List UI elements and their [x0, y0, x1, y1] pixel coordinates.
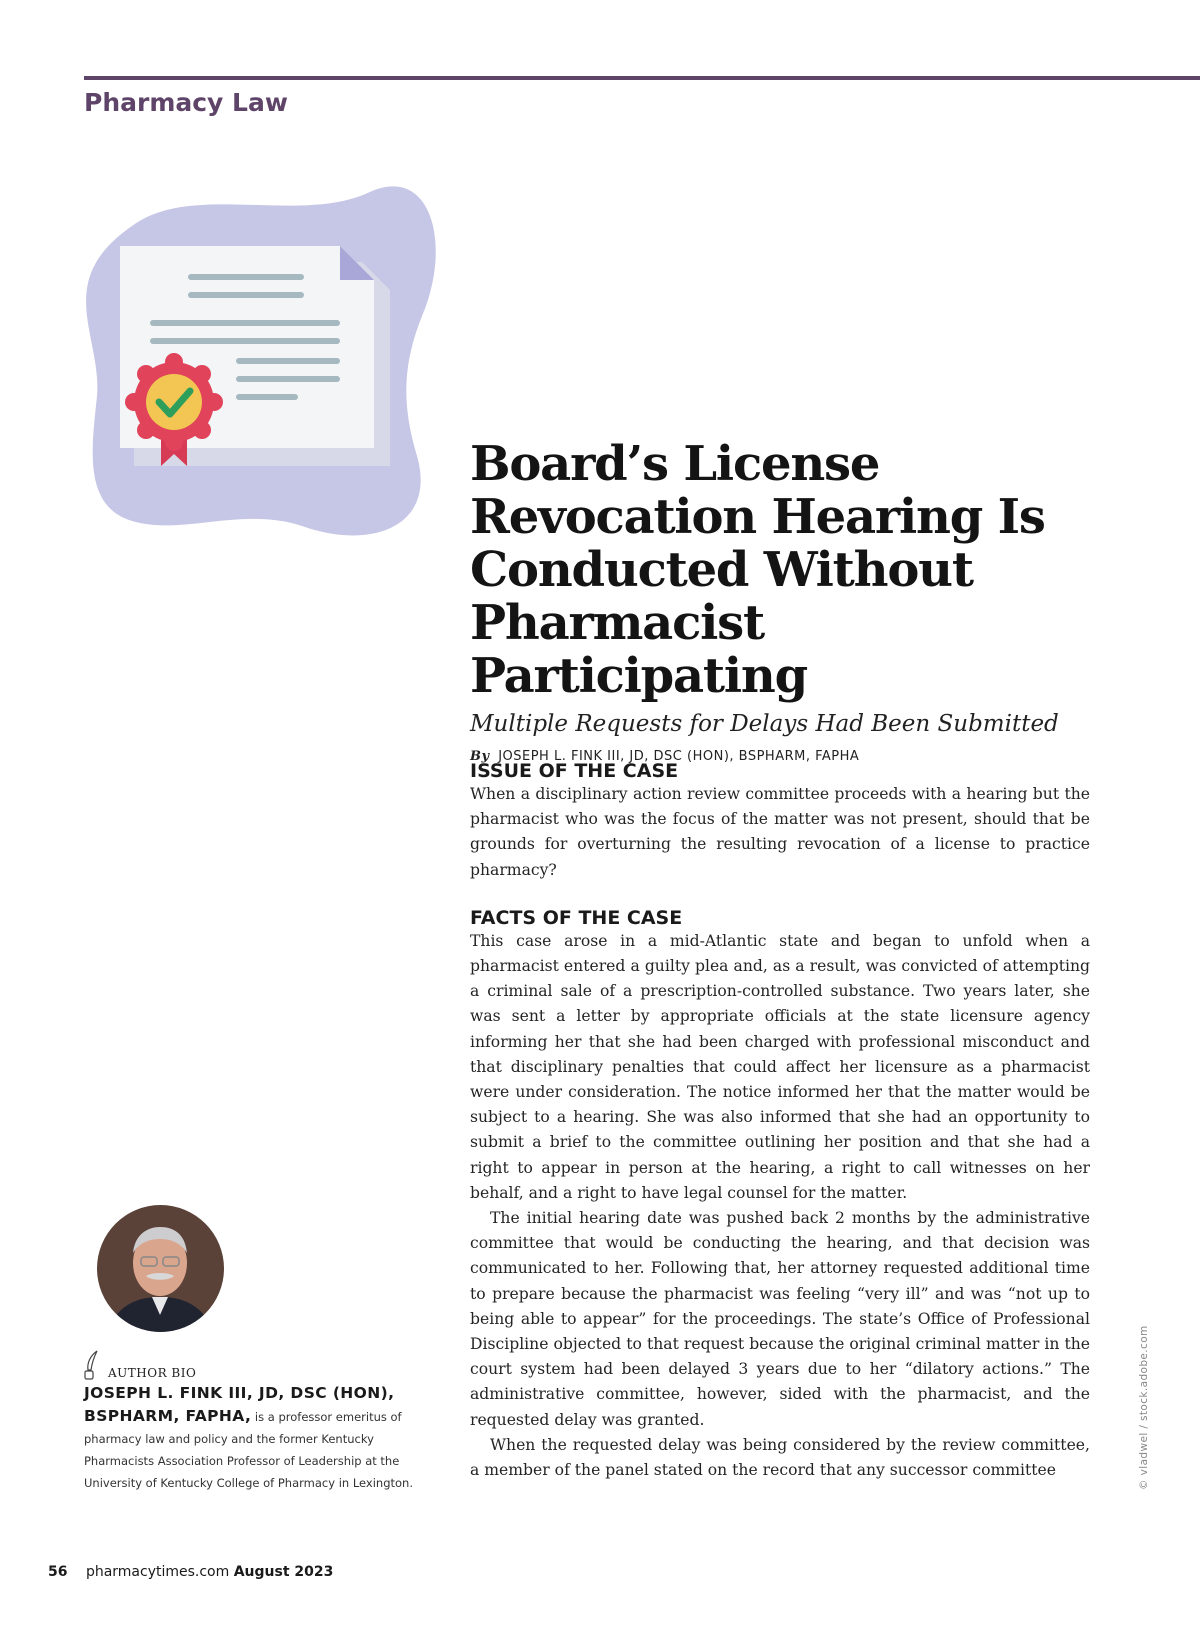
- article-subtitle: Multiple Requests for Delays Had Been Submitted: [470, 711, 1059, 737]
- facts-paragraph-2: The initial hearing date was pushed back 2 months by the administrative committee that would be conducting the hearing, and that decision was communicated to her. Following that, her attorney requested additional time to prepare because the pharmacist was feeling “very ill” and was “not up to being able to appear” for the proceedings. The state’s Office of Professional Discipline objected to that request because the original criminal matter in the court system had been delayed 3 years due to her “dilatory actions.” The administrative committee, however, sided with the pharmacist, and the requested delay was granted.: [470, 1209, 1090, 1429]
- footer-site: pharmacytimes.com: [85, 1564, 230, 1580]
- certificate-illustration: [72, 186, 462, 556]
- author-bio-name: JOSEPH L. FINK III, JD, DSC (HON), BSPHARM, FAPHA,: [84, 1384, 395, 1425]
- quill-pen-icon: [82, 1350, 100, 1380]
- byline-by-label: By: [470, 749, 490, 764]
- byline-author: JOSEPH L. FINK III, JD, DSC (HON), BSPHARM, FAPHA: [498, 749, 860, 764]
- issue-text: When a disciplinary action review committee proceeds with a hearing but the pharmacist who was the focus of the matter was not present, should that be grounds for overturning the resulting revocation of a license to practice pharmacy?: [470, 785, 1090, 879]
- article-title: Board’s License Revocation Hearing Is Conducted Without Pharmacist Participating: [470, 436, 1045, 704]
- author-bio-label: [82, 1350, 196, 1380]
- section-label: Pharmacy Law: [84, 88, 288, 117]
- top-rule: [84, 76, 1200, 80]
- issue-heading: ISSUE OF THE CASE: [470, 760, 679, 782]
- page-number: 56: [48, 1564, 68, 1580]
- author-bio: [84, 1382, 444, 1494]
- author-bio-label-text: AUTHOR BIO: [108, 1366, 197, 1380]
- photo-credit: © vladwel / stock.adobe.com: [1138, 1325, 1150, 1490]
- facts-paragraph-1: This case arose in a mid-Atlantic state and began to unfold when a pharmacist entered a guilty plea and, as a result, was convicted of attempting a criminal sale of a prescription-controlled substance. Two years later, she was sent a letter by appropriate officials at the state licensure agency informing her that she had been charged with professional misconduct and that disciplinary penalties that could affect her licensure as a pharmacist were under consideration. The notice informed her that the matter would be subject to a hearing. She was also informed that she had an opportunity to submit a brief to the committee outlining her position and that she had a right to appear in person at the hearing, a right to call witnesses on her behalf, and a right to have legal counsel for the matter.: [470, 931, 1090, 1202]
- facts-paragraph-3: When the requested delay was being considered by the review committee, a member of the panel stated on the record that any successor committee: [470, 1435, 1090, 1480]
- footer-issue-date: August 2023: [233, 1564, 334, 1580]
- article-body: [470, 760, 1090, 1483]
- headline-block: [470, 438, 1110, 764]
- author-photo: [97, 1205, 224, 1332]
- facts-heading: FACTS OF THE CASE: [470, 906, 683, 929]
- page-footer: [48, 1564, 333, 1580]
- author-bio-text: is a professor emeritus of pharmacy law and policy and the former Kentucky Pharmacists Association Professor of Leadership at the University of Kentucky College of Pharmacy in Lexington.: [84, 1410, 413, 1490]
